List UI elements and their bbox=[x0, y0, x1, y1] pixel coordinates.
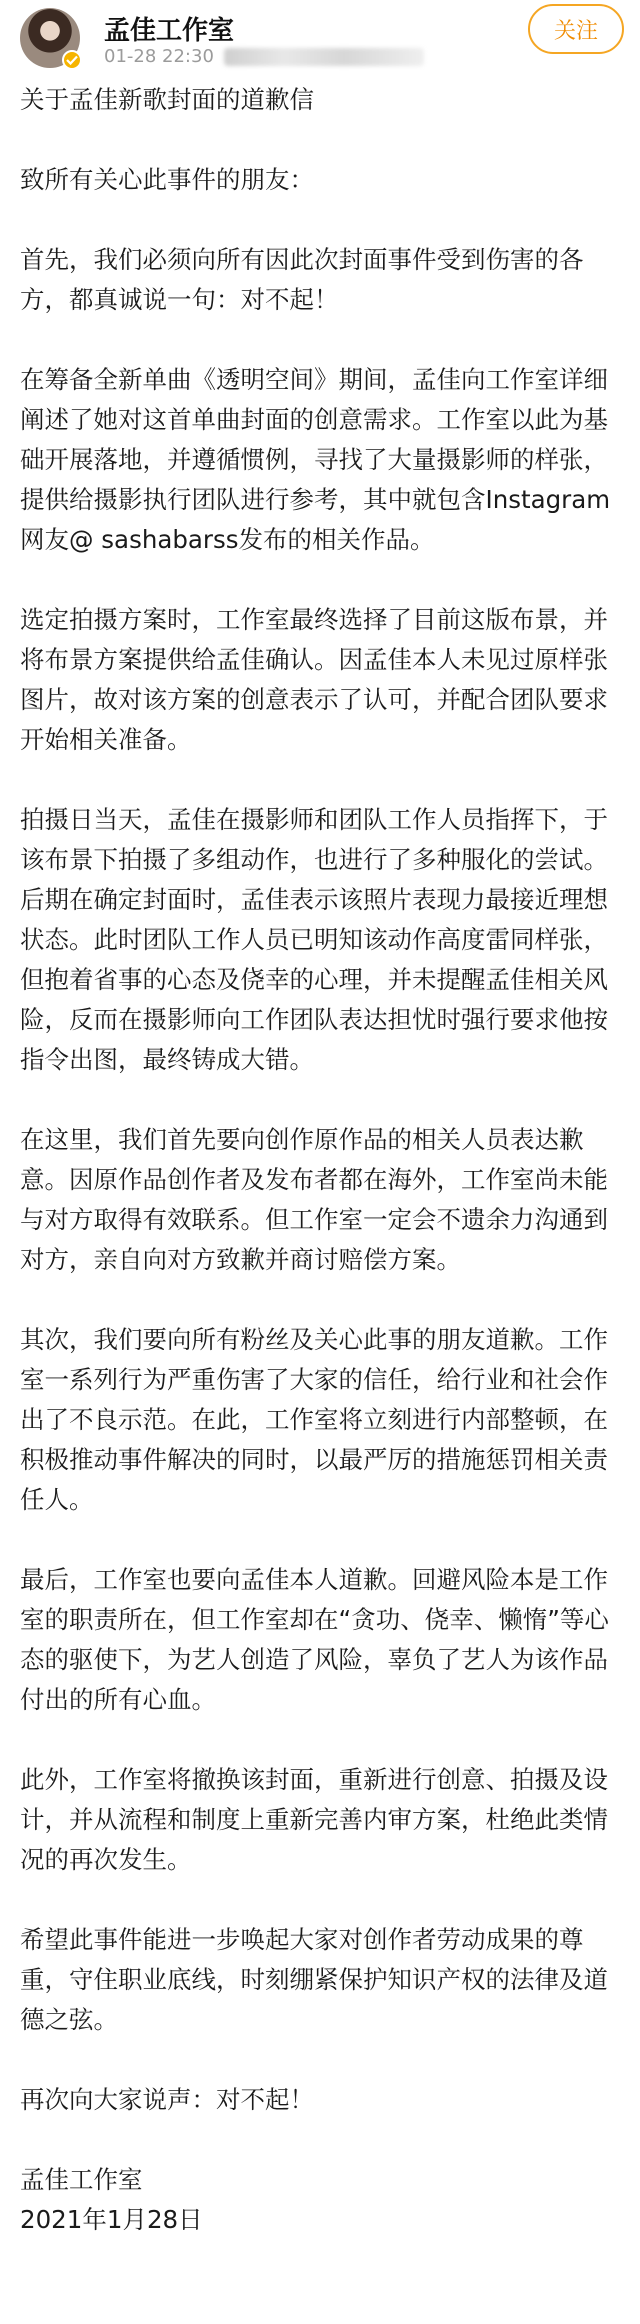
author-name[interactable]: 孟佳工作室 bbox=[104, 16, 235, 46]
post-paragraph: 在筹备全新单曲《透明空间》期间，孟佳向工作室详细阐述了她对这首单曲封面的创意需求。工作室以此为基础开展落地，并遵循惯例，寻找了大量摄影师的样张，提供给摄影执行团队进行参考，其中就包含Instagram网友@ sashabarss发布的相关作品。 bbox=[20, 365, 611, 554]
post-paragraph: 首先，我们必须向所有因此次封面事件受到伤害的各方，都真诚说一句：对不起！ bbox=[20, 245, 584, 314]
post-paragraph: 希望此事件能进一步唤起大家对创作者劳动成果的尊重，守住职业底线，时刻绷紧保护知识产权的法律及道德之弦。 bbox=[20, 1925, 608, 2034]
post-header bbox=[0, 0, 640, 76]
follow-button[interactable]: 关注 bbox=[528, 4, 624, 54]
post-paragraph: 此外，工作室将撤换该封面，重新进行创意、拍摄及设计，并从流程和制度上重新完善内审方案，杜绝此类情况的再次发生。 bbox=[20, 1765, 608, 1874]
post-paragraph-title: 关于孟佳新歌封面的道歉信 bbox=[20, 85, 314, 114]
post-paragraph: 其次，我们要向所有粉丝及关心此事的朋友道歉。工作室一系列行为严重伤害了大家的信任，给行业和社会作出了不良示范。在此，工作室将立刻进行内部整顿，在积极推动事件解决的同时，以最严厉的措施惩罚相关责任人。 bbox=[20, 1325, 608, 1514]
post-paragraph: 致所有关心此事件的朋友： bbox=[20, 165, 314, 194]
post-paragraph: 拍摄日当天，孟佳在摄影师和团队工作人员指挥下，于该布景下拍摄了多组动作，也进行了多种服化的尝试。后期在确定封面时，孟佳表示该照片表现力最接近理想状态。此时团队工作人员已明知该动作高度雷同样张，但抱着省事的心态及侥幸的心理，并未提醒孟佳相关风险，反而在摄影师向工作团队表达担忧时强行要求他按指令出图，最终铸成大错。 bbox=[20, 805, 608, 1074]
verified-badge-icon bbox=[62, 50, 82, 70]
post-paragraph: 在这里，我们首先要向创作原作品的相关人员表达歉意。因原作品创作者及发布者都在海外，工作室尚未能与对方取得有效联系。但工作室一定会不遗余力沟通到对方，亲自向对方致歉并商讨赔偿方案。 bbox=[20, 1125, 608, 1274]
post-meta bbox=[104, 46, 424, 67]
avatar[interactable] bbox=[20, 8, 80, 68]
signature-date: 2021年1月28日 bbox=[20, 2205, 203, 2234]
post-paragraph: 再次向大家说声：对不起！ bbox=[20, 2085, 314, 2114]
post-body bbox=[0, 76, 640, 2240]
signature: 孟佳工作室 bbox=[20, 2165, 143, 2194]
post-paragraph: 选定拍摄方案时，工作室最终选择了目前这版布景，并将布景方案提供给孟佳确认。因孟佳本人未见过原样张图片，故对该方案的创意表示了认可，并配合团队要求开始相关准备。 bbox=[20, 605, 608, 754]
post-paragraph: 最后，工作室也要向孟佳本人道歉。回避风险本是工作室的职责所在，但工作室却在“贪功、侥幸、懒惰”等心态的驱使下，为艺人创造了风险，辜负了艺人为该作品付出的所有心血。 bbox=[20, 1565, 609, 1714]
post-time: 01-28 22:30 bbox=[104, 46, 214, 67]
blurred-source bbox=[224, 48, 424, 66]
